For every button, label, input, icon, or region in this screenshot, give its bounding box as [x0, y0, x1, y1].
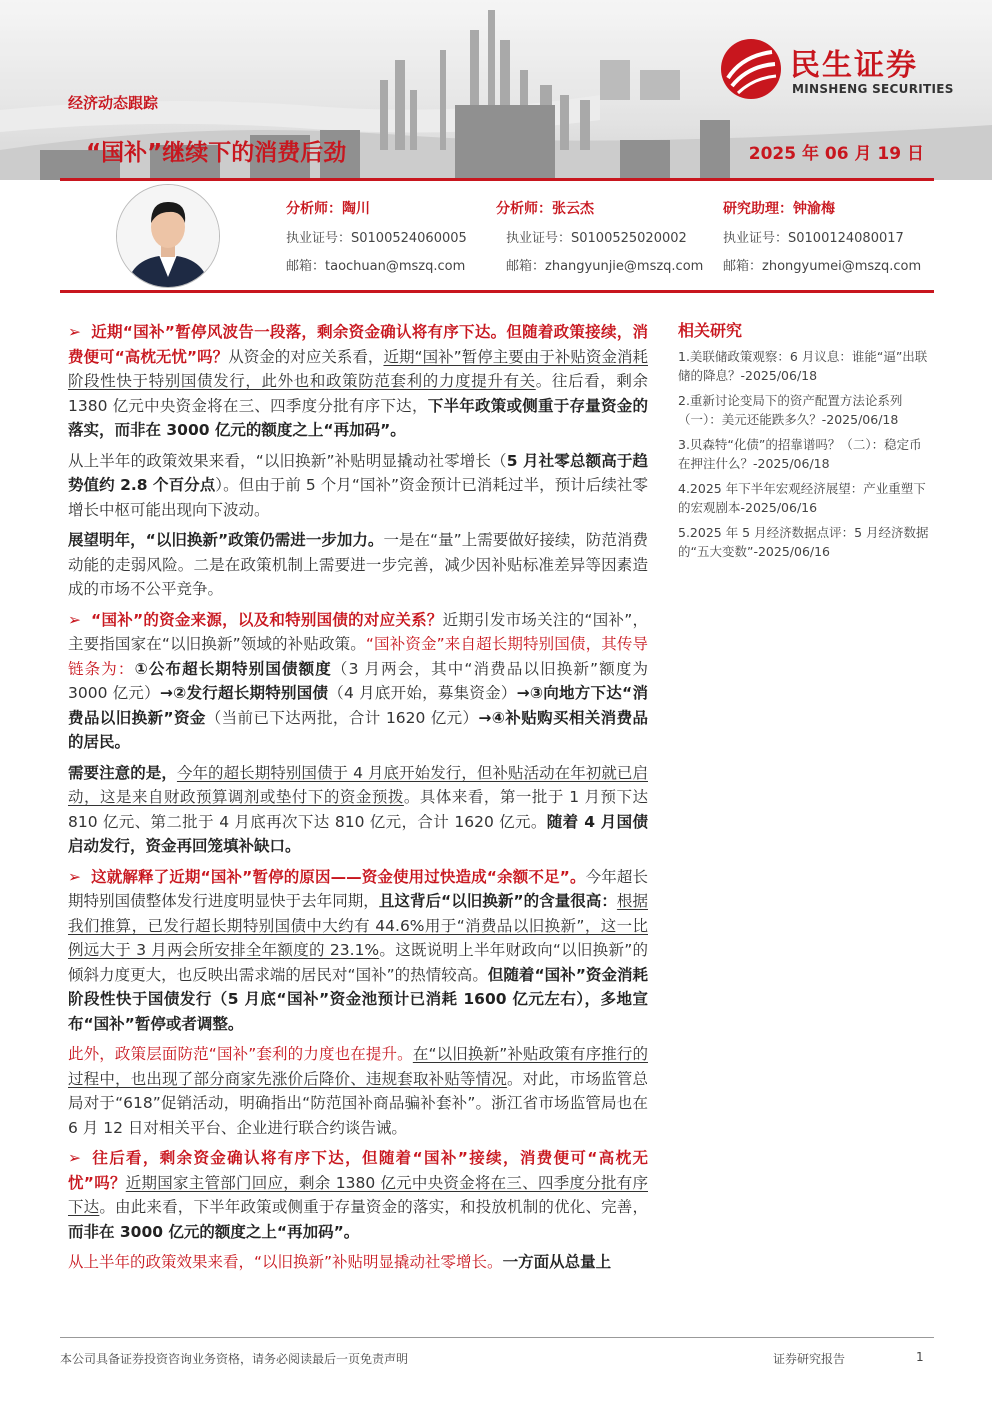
- bullet-arrow-icon: ➢: [68, 1149, 81, 1167]
- related-research-item[interactable]: 1.美联储政策观察：6 月议息：谁能“逼”出联储的降息？-2025/06/18: [678, 349, 928, 383]
- header-divider: [60, 178, 934, 181]
- bullet-arrow-icon: ➢: [68, 323, 81, 341]
- paragraph-bold: 而非在 3000 亿元的额度之上“再加码”。: [68, 1222, 360, 1241]
- paragraph-lead: 近期“国补”暂停风波告一段落，剩余资金确认将有序下达。但随着政策接续，消费便可“高枕无忧”吗？: [68, 323, 648, 366]
- document-title: “国补”继续下的消费后劲: [86, 140, 347, 166]
- paragraph-bold: 展望明年，“以旧换新”政策仍需进一步加力。: [68, 531, 384, 549]
- logo-mark-icon: [720, 38, 782, 100]
- paragraph-text: ）。但由于前 5 个月“国补”资金预计已消耗过半，预计后续社零增长中枢可能出现向下波动。: [68, 476, 648, 519]
- paragraph-underline: 在“以旧换新”补贴政策有序推行的过程中，也出现了部分商家先涨价后降价、违规套取补贴等情况: [68, 1045, 649, 1088]
- analyst-email[interactable]: 邮箱：taochuan@mszq.com: [286, 259, 466, 274]
- related-research-item[interactable]: 3.贝森特“化债”的招靠谱吗？（二）：稳定币在押注什么？-2025/06/18: [678, 437, 922, 471]
- document-type: 经济动态跟踪: [68, 94, 159, 112]
- related-research: [678, 318, 930, 567]
- paragraph-text: 近期引发市场关注的“国补”，主要指国家在“以旧换新”领域的补贴政策。: [68, 610, 648, 653]
- related-research-item[interactable]: 2.重新讨论变局下的资产配置方法论系列（一）：美元还能跌多久？-2025/06/18: [678, 393, 903, 427]
- analyst-email[interactable]: 邮箱：zhongyumei@mszq.com: [723, 259, 922, 274]
- paragraph-lead: 往后看，剩余资金确认将有序下达，但随着“国补”接续，消费便可“高枕无忧”吗？: [68, 1149, 648, 1192]
- paragraph-bold: →④补贴购买相关消费品的居民。: [68, 708, 648, 751]
- paragraph-text: 。具体来看，第一批于 1 月预下达 810 亿元、第二批于 4 月底再次下达 810 亿元，合计 1620 亿元。: [68, 788, 648, 831]
- paragraph-bold: 一方面从总量上: [502, 1253, 612, 1271]
- analyst-divider: [60, 290, 934, 293]
- analyst-3: [723, 198, 921, 283]
- paragraph-bold: →②发行超长期特别国债: [159, 684, 329, 702]
- analyst-name: 分析师：张云杰: [496, 201, 594, 217]
- analyst-cert: 执业证号：S0100524060005: [286, 231, 467, 246]
- paragraph-red: “国补资金”来自超长期特别国债，其传导链条为：: [68, 635, 648, 678]
- paragraph-lead: “国补”的资金来源，以及和特别国债的对应关系？: [91, 610, 443, 629]
- paragraph-text: 从上半年的政策效果来看，“以旧换新”补贴明显撬动社零增长（: [68, 451, 507, 470]
- paragraph-bold: →③向地方下达“消费品以旧换新”资金: [68, 684, 648, 727]
- related-research-title: 相关研究: [678, 321, 743, 340]
- paragraph-5: [68, 761, 648, 859]
- paragraph-text: 今年超长期特别国债整体发行进度明显快于去年同期，: [68, 867, 648, 910]
- paragraph-6: [68, 865, 648, 1037]
- analyst-2: [496, 198, 703, 283]
- paragraph-text: 从资金的对应关系看，: [228, 347, 384, 366]
- paragraph-bold: 且这背后“以旧换新”的含量很高：: [378, 892, 617, 910]
- paragraph-bold: 随着 4 月国债启动发行，资金再回笼填补缺口。: [68, 812, 649, 855]
- paragraph-underline: 根据我们推算，已发行超长期特别国债中大约有 44.6%用于“消费品以旧换新”，这一比例远大于 3 月两会所安排全年额度的 23.1%: [68, 892, 648, 959]
- paragraph-red: 从上半年的政策效果来看，“以旧换新”补贴明显撬动社零增长。: [68, 1253, 503, 1271]
- paragraph-underline: 今年的超长期特别国债于 4 月底开始发行，但补贴活动在年初就已启动，这是来自财政预算调剂或垫付下的资金预拨: [68, 763, 648, 806]
- paragraph-9: [68, 1250, 648, 1275]
- person-photo-icon: [117, 185, 219, 287]
- logo-text-en: MINSHENG SECURITIES: [792, 82, 954, 96]
- footer-divider: [60, 1337, 934, 1338]
- analyst-cert: 执业证号：S0100525020002: [506, 231, 687, 246]
- related-research-item[interactable]: 4.2025 年下半年宏观经济展望：产业重塑下的宏观剧本-2025/06/16: [678, 481, 926, 515]
- company-logo: [720, 38, 970, 100]
- paragraph-3: [68, 528, 648, 602]
- paragraph-bold: 但随着“国补”资金消耗阶段性快于国债发行（5 月底“国补”资金池预计已消耗 1600 亿元左右），多地宣布“国补”暂停或者调整。: [68, 965, 649, 1033]
- analyst-email[interactable]: 邮箱：zhangyunjie@mszq.com: [506, 259, 704, 274]
- paragraph-underline: 近期国家主管部门回应，剩余 1380 亿元中央资金将在三、四季度分批有序下达: [68, 1173, 648, 1216]
- analyst-name: 分析师：陶川: [286, 201, 370, 217]
- paragraph-8: [68, 1146, 648, 1244]
- paragraph-underline: 近期“国补”暂停主要由于补贴资金消耗阶段性快于特别国债发行，此外也和政策防范套利的力度提升有关: [68, 347, 648, 390]
- bullet-arrow-icon: ➢: [68, 610, 81, 629]
- bullet-arrow-icon: ➢: [68, 867, 81, 886]
- paragraph-bold: ①公布超长期特别国债额度: [134, 659, 332, 678]
- analyst-1: [286, 198, 467, 283]
- paragraph-text: 。这既说明上半年财政向“以旧换新”的倾斜力度更大，也反映出需求端的居民对“国补”的热情较高。: [68, 941, 649, 984]
- analyst-photo: [116, 184, 220, 288]
- paragraph-text: （3 月两会，其中“消费品以旧换新”额度为 3000 亿元）: [68, 659, 648, 702]
- paragraph-4: [68, 608, 648, 755]
- paragraph-1: [68, 320, 648, 443]
- main-body: [68, 320, 648, 1281]
- paragraph-text: 。由此来看，下半年政策或侧重于存量资金的落实，和投放机制的优化、完善，: [99, 1198, 648, 1216]
- paragraph-text: 一是在“量”上需要做好接续，防范消费动能的走弱风险。二是在政策机制上需要进一步完善，减少因补贴标准差异等因素造成的市场不公平竞争。: [68, 531, 648, 598]
- paragraph-7: [68, 1042, 648, 1140]
- logo-text-cn: 民生证券: [790, 48, 918, 83]
- page-number: 1: [916, 1350, 924, 1364]
- document-date: 2025 年 06 月 19 日: [748, 144, 924, 164]
- analyst-name: 研究助理：钟渝梅: [723, 201, 835, 217]
- paragraph-red: 此外，政策层面防范“国补”套利的力度也在提升。: [68, 1045, 413, 1063]
- analyst-cert: 执业证号：S0100124080017: [723, 231, 904, 246]
- paragraph-2: [68, 449, 648, 523]
- paragraph-bold: 下半年政策或侧重于存量资金的落实，而非在 3000 亿元的额度之上“再加码”。: [68, 396, 648, 439]
- paragraph-lead: 这就解释了近期“国补”暂停的原因——资金使用过快造成“余额不足”。: [91, 867, 586, 886]
- paragraph-text: 。往后看，剩余 1380 亿元中央资金将在三、四季度分批有序下达，: [68, 372, 648, 415]
- paragraph-bold: 需要注意的是，: [68, 763, 177, 782]
- footer-report-type: 证券研究报告: [773, 1352, 846, 1366]
- related-research-item[interactable]: 5.2025 年 5 月经济数据点评：5 月经济数据的“五大变数”-2025/06/16: [678, 525, 929, 559]
- paragraph-text: 。对此，市场监管总局对于“618”促销活动，明确指出“防范国补商品骗补套补”。浙江省市场监管局也在 6 月 12 日对相关平台、企业进行联合约谈告诫。: [68, 1069, 648, 1137]
- footer-disclaimer: 本公司具备证券投资咨询业务资格，请务必阅读最后一页免责声明: [60, 1352, 409, 1366]
- paragraph-text: （当前已下达两批，合计 1620 亿元）: [205, 708, 479, 727]
- paragraph-text: （4 月底开始，募集资金）: [328, 684, 517, 702]
- paragraph-bold: 5 月社零总额高于趋势值约 2.8 个百分点: [68, 451, 649, 494]
